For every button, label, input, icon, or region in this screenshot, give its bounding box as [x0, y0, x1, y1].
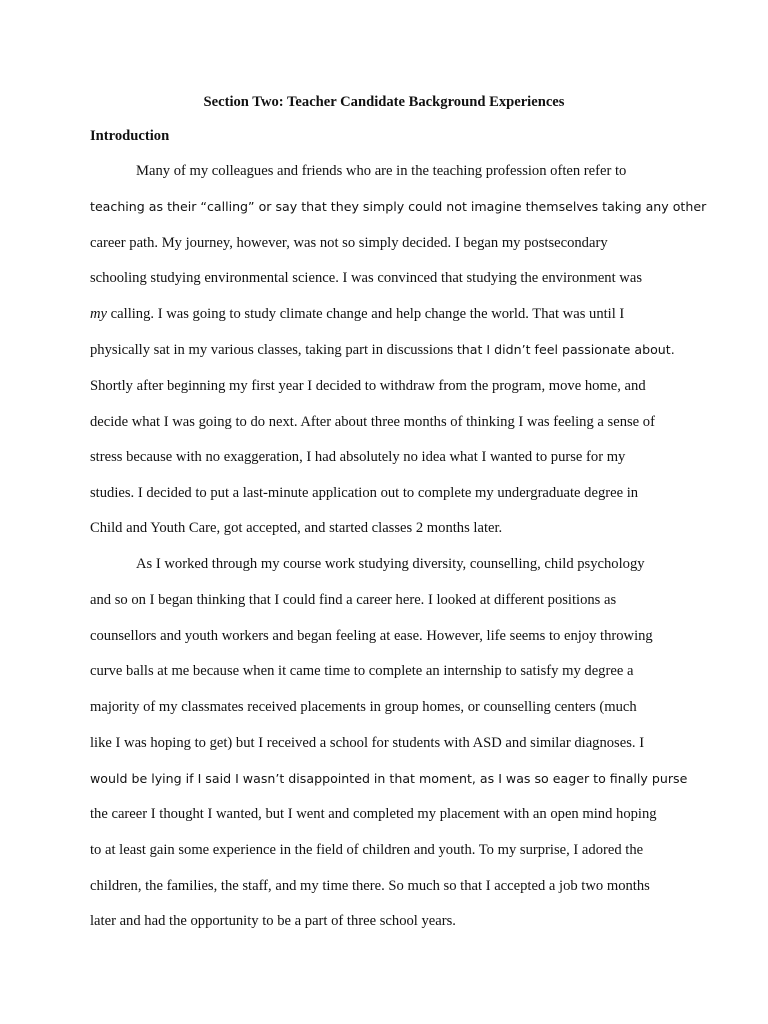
paragraph-1-line-2: teaching as their “calling” or say that they simply could not imagine themselves taking any other	[90, 199, 707, 214]
paragraph-1-line-9: stress because with no exaggeration, I had absolutely no idea what I wanted to purse for my	[90, 449, 626, 465]
paragraph-2-line-2: and so on I began thinking that I could find a career here. I looked at different positions as	[90, 592, 617, 608]
introduction-heading: Introduction	[90, 128, 170, 144]
paragraph-2-line-9: to at least gain some experience in the field of children and youth. To my surprise, I adored the	[90, 842, 644, 858]
paragraph-1-line-5-rest: calling. I was going to study climate change and help change the world. That was until I	[107, 306, 625, 322]
paragraph-2-line-10: children, the families, the staff, and my time there. So much so that I accepted a job two months	[90, 878, 650, 894]
paragraph-2-line-8: the career I thought I wanted, but I went and completed my placement with an open mind hoping	[90, 806, 657, 822]
paragraph-1-line-10: studies. I decided to put a last-minute application out to complete my undergraduate degree in	[90, 485, 639, 501]
paragraph-2-line-7: would be lying if I said I wasn’t disappointed in that moment, as I was so eager to finally purse	[90, 771, 688, 786]
paragraph-1-line-3: career path. My journey, however, was not so simply decided. I began my postsecondary	[90, 235, 608, 251]
section-title: Section Two: Teacher Candidate Background Experiences	[203, 94, 565, 110]
paragraph-1-line-6-start: physically sat in my various classes, taking part in discussions	[90, 342, 457, 358]
paragraph-2-line-11: later and had the opportunity to be a part of three school years.	[90, 913, 456, 929]
paragraph-2-line-3: counsellors and youth workers and began feeling at ease. However, life seems to enjoy throwing	[90, 628, 653, 644]
paragraph-1-line-8: decide what I was going to do next. After about three months of thinking I was feeling a sense of	[90, 414, 655, 430]
paragraph-1-line-1: Many of my colleagues and friends who are in the teaching profession often refer to	[136, 163, 627, 179]
paragraph-1-line-6	[90, 340, 675, 360]
paragraph-1-line-4: schooling studying environmental science. I was convinced that studying the environment was	[90, 270, 643, 286]
paragraph-1-line-7: Shortly after beginning my first year I decided to withdraw from the program, move home, and	[90, 378, 646, 394]
emphasis-my: my	[90, 306, 108, 322]
paragraph-2-line-6: like I was hoping to get) but I received a school for students with ASD and similar diagnoses. I	[90, 735, 645, 751]
paragraph-1-line-6-end: that I didn’t feel passionate about.	[456, 342, 675, 357]
paragraph-1-line-5	[90, 304, 624, 324]
paragraph-2-line-1: As I worked through my course work studying diversity, counselling, child psychology	[136, 556, 645, 572]
paragraph-1-line-11: Child and Youth Care, got accepted, and started classes 2 months later.	[90, 520, 503, 536]
paragraph-2-line-4: curve balls at me because when it came time to complete an internship to satisfy my degree a	[90, 663, 634, 679]
paragraph-2-line-5: majority of my classmates received placements in group homes, or counselling centers (much	[90, 699, 637, 715]
